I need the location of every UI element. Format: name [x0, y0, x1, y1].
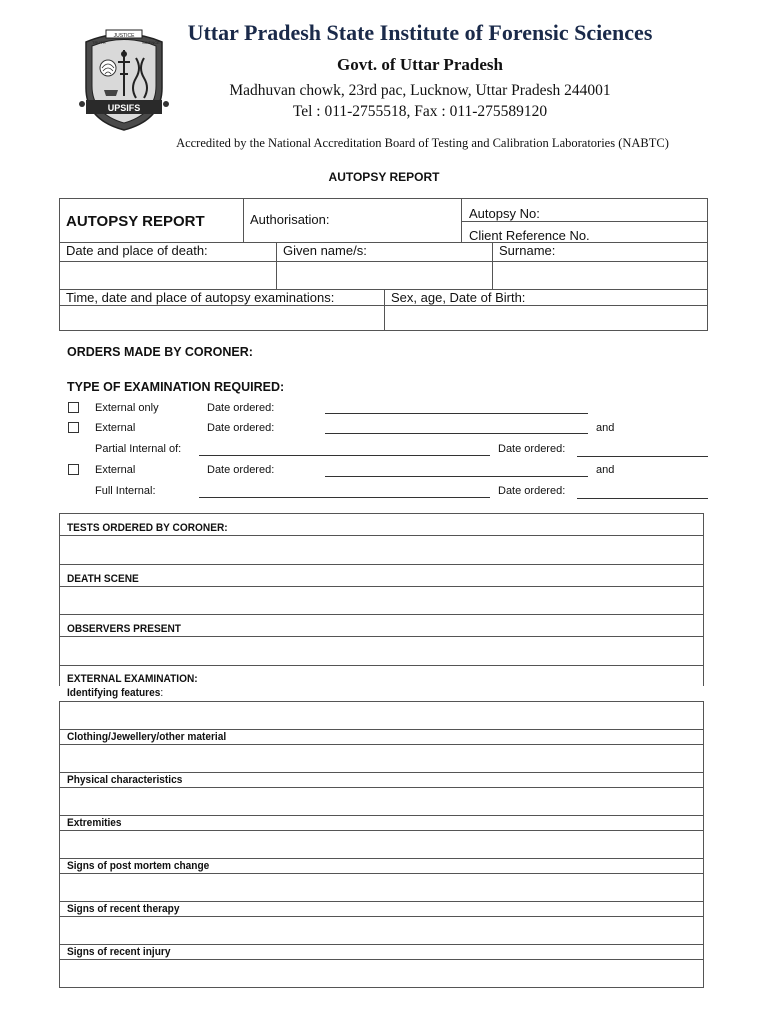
- given-names-label: Given name/s:: [283, 243, 367, 258]
- full-internal-line[interactable]: [199, 497, 490, 498]
- identifying-features-label: Identifying features:: [67, 687, 164, 699]
- death-scene-label: DEATH SCENE: [67, 573, 139, 585]
- clothing-field[interactable]: [60, 745, 703, 772]
- date-ordered-label: Date ordered:: [498, 443, 566, 455]
- date-ordered-line[interactable]: [577, 456, 708, 457]
- identifying-features-field[interactable]: [60, 702, 703, 729]
- tests-ordered-field[interactable]: [60, 536, 703, 564]
- date-ordered-label: Date ordered:: [498, 485, 566, 497]
- date-ordered-line[interactable]: [325, 433, 588, 434]
- svg-text:TRUTH: TRUTH: [92, 40, 106, 45]
- external-full-checkbox[interactable]: [68, 464, 79, 475]
- post-mortem-field[interactable]: [60, 874, 703, 901]
- date-ordered-label: Date ordered:: [207, 464, 275, 476]
- date-ordered-line[interactable]: [325, 476, 588, 477]
- physical-characteristics-label: Physical characteristics: [67, 774, 183, 786]
- institute-address: Madhuvan chowk, 23rd pac, Lucknow, Uttar Pradesh 244001: [229, 82, 611, 99]
- recent-therapy-label: Signs of recent therapy: [67, 903, 180, 915]
- svg-text:UPSIFS: UPSIFS: [107, 103, 141, 113]
- date-ordered-line[interactable]: [577, 498, 708, 499]
- extremities-field[interactable]: [60, 831, 703, 858]
- post-mortem-label: Signs of post mortem change: [67, 860, 210, 872]
- recent-injury-label: Signs of recent injury: [67, 946, 171, 958]
- surname-label: Surname:: [499, 243, 556, 258]
- institute-contact: Tel : 011-2755518, Fax : 011-275589120: [292, 103, 548, 120]
- observers-label: OBSERVERS PRESENT: [67, 623, 181, 635]
- sex-age-dob-label: Sex, age, Date of Birth:: [391, 290, 526, 305]
- date-ordered-line[interactable]: [325, 413, 588, 414]
- recent-therapy-field[interactable]: [60, 917, 703, 944]
- autopsy-time-place-label: Time, date and place of autopsy examinations:: [66, 290, 335, 305]
- svg-text:JUSTICE: JUSTICE: [113, 33, 135, 39]
- government-name: Govt. of Uttar Pradesh: [337, 55, 503, 74]
- external-only-checkbox[interactable]: [68, 402, 79, 413]
- svg-text:SCIENCE: SCIENCE: [142, 40, 160, 45]
- institute-logo: [78, 28, 170, 132]
- institute-name: Uttar Pradesh State Institute of Forensic Sciences: [187, 20, 653, 45]
- authorisation-label: Authorisation:: [250, 212, 330, 227]
- tests-ordered-label: TESTS ORDERED BY CORONER:: [67, 522, 228, 534]
- full-internal-label: Full Internal:: [95, 485, 156, 497]
- date-ordered-label: Date ordered:: [207, 402, 275, 414]
- date-ordered-label: Date ordered:: [207, 422, 275, 434]
- table-title: AUTOPSY REPORT: [66, 213, 205, 230]
- clothing-label: Clothing/Jewellery/other material: [67, 731, 227, 743]
- date-place-death-label: Date and place of death:: [66, 243, 208, 258]
- autopsy-no-label: Autopsy No:: [469, 206, 540, 221]
- client-reference-label: Client Reference No.: [469, 228, 590, 243]
- partial-internal-label: Partial Internal of:: [95, 443, 182, 455]
- external-partial-checkbox[interactable]: [68, 422, 79, 433]
- and-label: and: [596, 464, 615, 476]
- physical-characteristics-field[interactable]: [60, 788, 703, 815]
- death-scene-field[interactable]: [60, 587, 703, 614]
- accreditation-text: Accredited by the National Accreditation Board of Testing and Calibration Laboratories (NABTC): [176, 136, 669, 150]
- and-label: and: [596, 422, 615, 434]
- observers-field[interactable]: [60, 637, 703, 665]
- external-label: External: [95, 422, 136, 434]
- exam-type-title: TYPE OF EXAMINATION REQUIRED:: [67, 380, 285, 394]
- partial-internal-line[interactable]: [199, 455, 490, 456]
- report-heading: AUTOPSY REPORT: [328, 170, 440, 184]
- external-only-label: External only: [95, 402, 159, 414]
- external-exam-label: EXTERNAL EXAMINATION:: [67, 673, 198, 685]
- external-label: External: [95, 464, 136, 476]
- recent-injury-field[interactable]: [60, 960, 703, 987]
- extremities-label: Extremities: [67, 817, 122, 829]
- orders-title: ORDERS MADE BY CORONER:: [67, 345, 253, 359]
